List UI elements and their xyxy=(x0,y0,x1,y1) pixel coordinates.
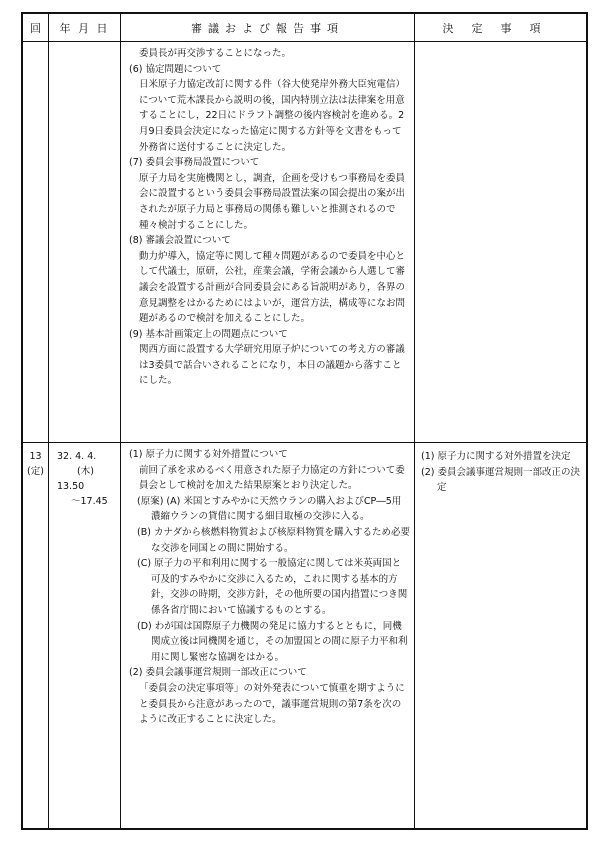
header-deliberation: 審議および報告事項 xyxy=(121,14,415,42)
minutes-table xyxy=(22,13,587,829)
decision-item: (2) 委員会議事運営規則一部改正の決定 xyxy=(421,466,580,494)
decision-item: (1) 原子力に関する対外措置を決定 xyxy=(421,451,571,462)
section-heading: (7) 委員会事務局設置について xyxy=(129,157,260,169)
paragraph: 「委員会の決定事項等」の対外発表について慎重を期すようにと委員長から注意があったので，議事運営規則の第7条を次のように改正することに決定した。 xyxy=(139,682,405,726)
decision-cell xyxy=(415,443,587,829)
date-cell xyxy=(49,443,121,829)
paragraph: 関西方面に設置する大学研究用原子炉についての考え方の審議は3委員で話合いされることになり，本日の議題から落すことにした。 xyxy=(139,344,405,387)
decision-cell xyxy=(415,42,587,443)
deliberation-text xyxy=(121,443,414,728)
decision-list xyxy=(415,443,586,496)
header-row xyxy=(23,14,587,42)
paragraph: 動力炉導入，協定等に関して種々問題があるので委員を中心として代議士，原研，公社，産業会議，学術会議から人選して審議会を設置する計画が合同委員会にある旨説明があり，各界の意見調整をはかるためにはよいが，運営方法，構成等になお問題があるので検討を加えることにした。 xyxy=(139,250,406,325)
header-decision: 決定事項 xyxy=(415,14,587,42)
session-number: 13 xyxy=(29,451,42,462)
table-row xyxy=(23,42,587,443)
section-heading: (8) 審議会設置について xyxy=(129,235,231,247)
meeting-weekday: (木) xyxy=(77,466,94,477)
section-heading: (9) 基本計画策定上の問題点について xyxy=(129,328,288,340)
section-heading: (1) 原子力に関する対外措置について xyxy=(129,449,288,460)
paragraph: 前回了承を求めるべく用意された原子力協定の方針について委員会として検討を加えた結果原案とおり決定した。 xyxy=(139,464,405,492)
deliberation-cell xyxy=(121,42,415,443)
deliberation-cell xyxy=(121,443,415,829)
deliberation-text xyxy=(121,42,414,389)
paragraph: 委員長が再交渉することになった。 xyxy=(139,48,292,59)
section-heading: (6) 協定問題について xyxy=(129,63,222,75)
paragraph: 原子力局を実施機関とし，調査，企画を受けもつ事務局を委員会に設置するという委員会事務局設置法案の国会提出の案が出されたが原子力局と事務局の関係も難しいと推測されるので種々検討することにした。 xyxy=(139,172,406,231)
paragraph: 日米原子力協定改訂に関する件（谷大使発岸外務大臣宛電信）について荒木課長から説明の後，国内特別立法は法律案を用意することにし，22日にドラフト調整の後内容検討を進める。2月9日委員会決定になった協定に関する方針等を文書をもって外務省に送付することに決定した。 xyxy=(139,79,406,153)
meeting-date: 32. 4. 4. xyxy=(57,451,97,462)
date-cell xyxy=(49,42,121,443)
paragraph: (D) わが国は国際原子力機関の発足に協力するとともに，同機関成立後は同機関を通じ，その加盟国との間に原子力平和利用に関し緊密な協調をはかる。 xyxy=(137,620,408,663)
paragraph: (C) 原子力の平和利用に関する一般協定に関しては米英両国と可及的すみやかに交渉に入るため，これに関する基本的方針，交渉の時期，交渉方針，その他所要の国内措置につき関係各省庁間において協議するものとする。 xyxy=(137,558,408,616)
paragraph: (B) カナダから核燃料物質および核原料物質を購入するため必要な交渉を同国との間に開始する。 xyxy=(137,526,410,554)
paragraph: (原案) (A) 米国とすみやかに天然ウランの購入およびCP―5用濃縮ウランの貸借に関する細目取極の交渉に入る。 xyxy=(137,495,402,523)
meeting-start-time: 13.50 xyxy=(57,481,85,492)
header-session: 回 xyxy=(23,14,49,42)
header-date: 年 月 日 xyxy=(49,14,121,42)
section-heading: (2) 委員会議事運営規則一部改正について xyxy=(129,667,307,679)
minutes-page xyxy=(21,12,588,830)
session-cell xyxy=(23,443,49,829)
table-row xyxy=(23,443,587,829)
session-cell xyxy=(23,42,49,443)
meeting-end-time: 〜17.45 xyxy=(71,496,108,507)
session-type: (定) xyxy=(27,466,44,477)
